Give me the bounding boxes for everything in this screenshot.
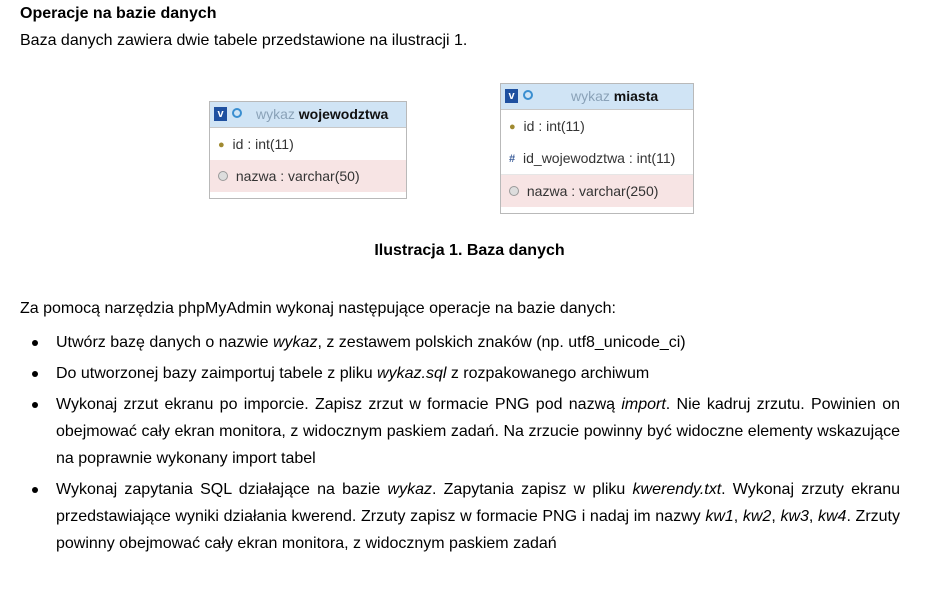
column-row bbox=[210, 160, 406, 192]
column-definition: nazwa : varchar(250) bbox=[526, 183, 659, 199]
gear-icon[interactable] bbox=[232, 108, 242, 118]
bullet-icon bbox=[32, 371, 38, 377]
column-definition: id_wojewodztwa : int(11) bbox=[523, 150, 676, 166]
table-title bbox=[256, 106, 388, 122]
list-item-text: Wykonaj zrzut ekranu po imporcie. Zapisz zrzut w formacie PNG pod nazwą import. Nie kadruj zrzutu. Powinien on obejmować cały ekran monitora, z widocznym paskiem zadań. Na zrzucie powinny być widoczne elementy wskazujące na poprawnie wykonany import tabel bbox=[56, 396, 901, 467]
numeric-field-icon: # bbox=[509, 153, 516, 165]
table-title bbox=[571, 88, 658, 104]
column-definition: nazwa : varchar(50) bbox=[235, 168, 360, 184]
intro-text: Baza danych zawiera dwie tabele przedstawione na ilustracji 1. bbox=[20, 32, 468, 49]
instructions-intro: Za pomocą narzędzia phpMyAdmin wykonaj następujące operacje na bazie danych: bbox=[20, 300, 616, 317]
table-header bbox=[501, 84, 693, 110]
list-item bbox=[20, 391, 900, 472]
list-item-text: Do utworzonej bazy zaimportuj tabele z pliku wykaz.sql z rozpakowanego archiwum bbox=[56, 365, 650, 382]
table-card-miasta bbox=[500, 83, 694, 214]
table-title-name: wojewodztwa bbox=[298, 106, 389, 122]
list-item-text: Utwórz bazę danych o nazwie wykaz, z zestawem polskich znaków (np. utf8_unicode_ci) bbox=[56, 334, 686, 351]
bullet-icon bbox=[32, 340, 38, 346]
column-row bbox=[501, 175, 693, 207]
table-card-wojewodztwa bbox=[209, 101, 407, 199]
column-row bbox=[210, 128, 406, 160]
list-item bbox=[20, 360, 900, 387]
key-icon: ● bbox=[218, 139, 225, 151]
key-icon: ● bbox=[509, 121, 516, 133]
section-heading: Operacje na bazie danych bbox=[20, 5, 217, 22]
table-title-prefix: wykaz bbox=[256, 106, 295, 122]
list-item bbox=[20, 329, 900, 356]
table-title-name: miasta bbox=[613, 88, 659, 104]
list-item-text: Wykonaj zapytania SQL działające na bazie wykaz. Zapytania zapisz w pliku kwerendy.txt. Wykonaj zrzuty ekranu przedstawiające wyniki działania kwerend. Zrzuty zapisz w formacie PNG i nadaj im nazwy kw1, kw2, kw3, kw4. Zrzuty powinny obejmować cały ekran monitora, z widocznym paskiem zadań bbox=[56, 481, 901, 552]
bullet-icon bbox=[32, 487, 38, 493]
figure-caption: Ilustracja 1. Baza danych bbox=[374, 242, 565, 259]
gear-icon[interactable] bbox=[523, 90, 533, 100]
table-title-prefix: wykaz bbox=[571, 88, 610, 104]
column-definition: id : int(11) bbox=[232, 136, 294, 152]
column-row bbox=[501, 142, 693, 175]
table-header bbox=[210, 102, 406, 128]
bullet-icon bbox=[32, 402, 38, 408]
instruction-list bbox=[20, 329, 900, 561]
list-item bbox=[20, 476, 900, 557]
text-field-icon bbox=[218, 171, 228, 181]
text-field-icon bbox=[509, 186, 519, 196]
column-row bbox=[501, 110, 693, 142]
view-toggle-icon[interactable]: v bbox=[214, 107, 227, 121]
column-definition: id : int(11) bbox=[523, 118, 585, 134]
view-toggle-icon[interactable]: v bbox=[505, 89, 518, 103]
